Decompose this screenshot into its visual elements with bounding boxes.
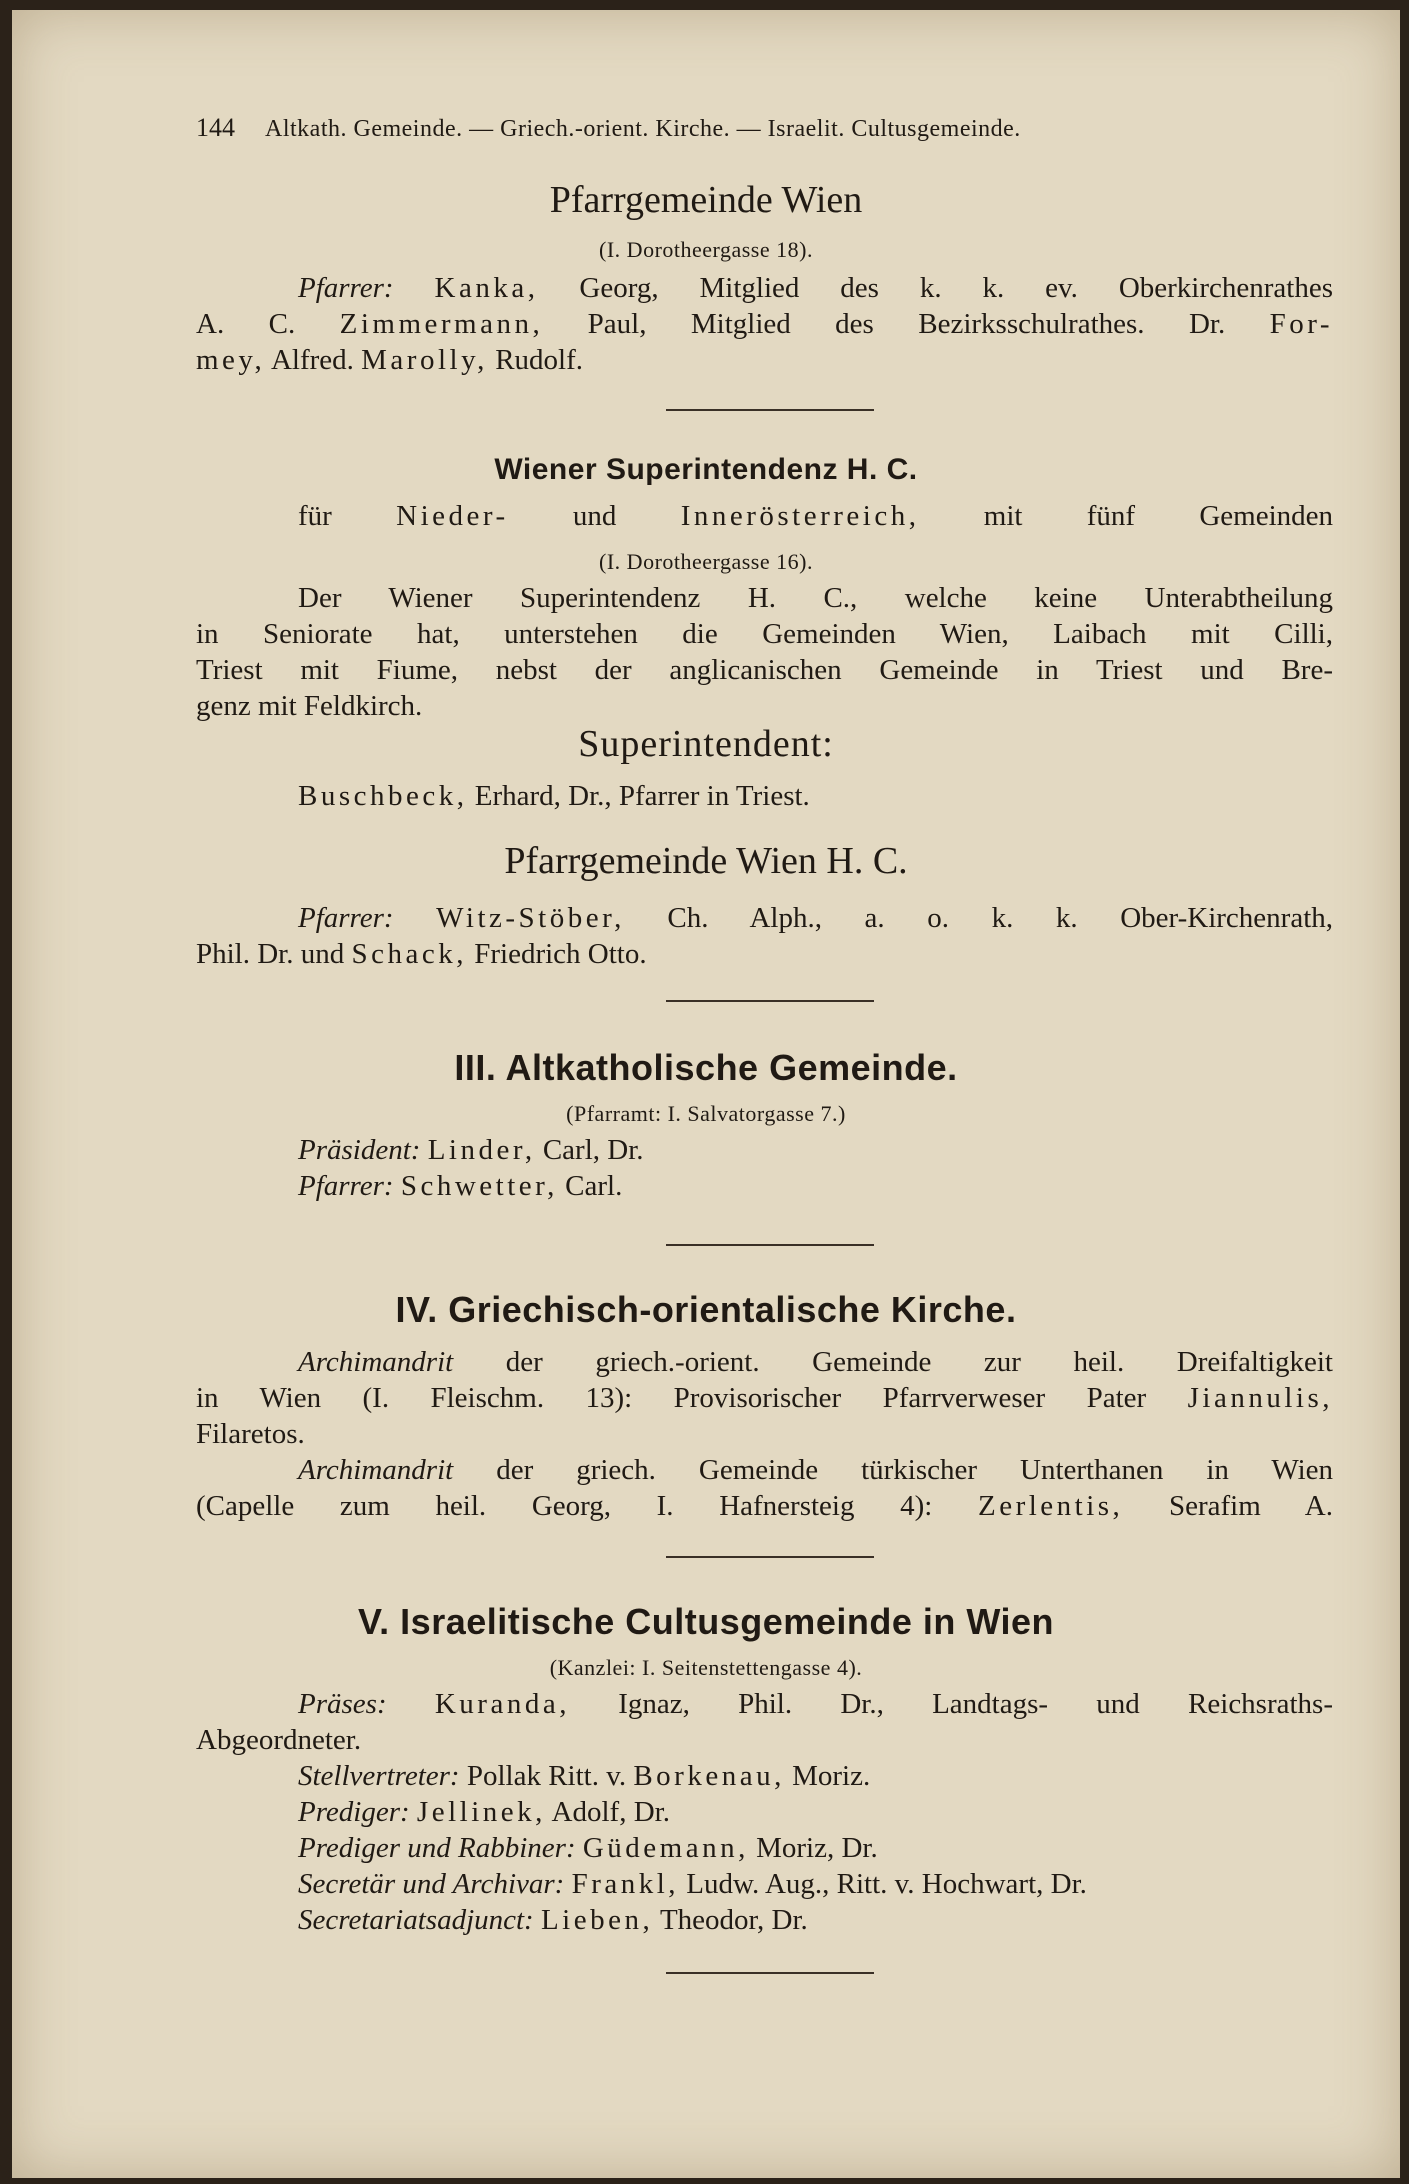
section-title-altkatholisch: III. Altkatholische Gemeinde. — [454, 1047, 958, 1088]
text-span: Carl. — [565, 1170, 623, 1202]
person-name: Jellinek, — [416, 1796, 546, 1828]
text-line — [196, 1488, 1333, 1524]
person-name: Kuranda, — [434, 1688, 570, 1720]
section-title-pfarrgemeinde-hc: Pfarrgemeinde Wien H. C. — [504, 840, 908, 882]
person-name: Marolly, — [361, 344, 488, 376]
text-span: und — [572, 500, 617, 532]
text-span: (Capelle zum heil. Georg, I. Hafnersteig 4): — [196, 1490, 933, 1522]
text-span: Ch. Alph., a. o. k. k. Ober-Kirchenrath, — [667, 902, 1334, 934]
person-name: Buschbeck, — [298, 780, 468, 812]
text-span: Rudolf. — [495, 344, 583, 376]
person-name: Zerlentis, — [977, 1490, 1124, 1522]
text-line — [298, 1902, 1333, 1938]
role-label: Pfarrer: — [298, 272, 394, 304]
text-line — [298, 1344, 1333, 1380]
divider — [666, 1972, 874, 1974]
text-line — [298, 1132, 1333, 1168]
divider — [666, 1556, 874, 1558]
person-name: Frankl, — [571, 1868, 680, 1900]
paragraph-line: in Seniorate hat, unterstehen die Gemeinden Wien, Laibach mit Cilli, — [196, 618, 1333, 650]
address-israelitisch: (Kanzlei: I. Seitenstettengasse 4). — [549, 1655, 863, 1680]
divider — [666, 1244, 874, 1246]
divider — [666, 409, 874, 411]
text-span: Alfred. — [270, 344, 354, 376]
text-span: in Wien (I. Fleischm. 13): Provisorischer Pfarrverweser Pater — [196, 1382, 1147, 1414]
text-line — [196, 306, 1333, 342]
role-label: Archimandrit — [298, 1454, 454, 1486]
text-line: Filaretos. — [196, 1418, 305, 1450]
role-label: Präses: — [298, 1688, 387, 1720]
region-name: Innerösterreich, — [680, 500, 920, 532]
paragraph-line: genz mit Feldkirch. — [196, 690, 423, 722]
text-span: Georg, Mitglied des k. k. ev. Oberkirchenrathes — [579, 272, 1334, 304]
text-line — [298, 1168, 1333, 1204]
text-span: mit fünf Gemeinden — [983, 500, 1334, 532]
text-span: Friedrich Otto. — [474, 938, 647, 970]
section-title-pfarrgemeinde-wien: Pfarrgemeinde Wien — [549, 179, 863, 221]
text-line — [298, 1452, 1333, 1488]
text-span: Theodor, Dr. — [659, 1904, 808, 1936]
person-name: Schwetter, — [400, 1170, 558, 1202]
role-label: Stellvertreter: — [298, 1760, 460, 1792]
running-header — [196, 110, 1333, 147]
role-label: Prediger und Rabbiner: — [298, 1832, 576, 1864]
person-name: Lieben, — [540, 1904, 654, 1936]
section-title-superintendenz: Wiener Superintendenz H. C. — [494, 453, 918, 486]
text-span: Ignaz, Phil. Dr., Landtags- und Reichsraths- — [618, 1688, 1334, 1720]
role-label: Pfarrer: — [298, 1170, 394, 1202]
role-label: Präsident: — [298, 1134, 421, 1166]
text-span: Carl, Dr. — [542, 1134, 644, 1166]
role-label: Secretariatsadjunct: — [298, 1904, 534, 1936]
text-line — [298, 778, 1333, 814]
person-name: mey, — [196, 344, 266, 376]
text-span: Adolf, Dr. — [551, 1796, 670, 1828]
text-line — [298, 900, 1333, 936]
text-span: der griech.-orient. Gemeinde zur heil. Dreifaltigkeit — [505, 1346, 1333, 1378]
paragraph-line: Der Wiener Superintendenz H. C., welche keine Unterabtheilung — [298, 582, 1333, 614]
running-title: Altkath. Gemeinde. — Griech.-orient. Kirche. — Israelit. Cultusgemeinde. — [265, 116, 1021, 142]
text-span: Moriz, Dr. — [756, 1832, 878, 1864]
text-span: Pollak Ritt. v. — [466, 1760, 627, 1792]
text-span: Phil. Dr. und — [196, 938, 345, 970]
text-span: für — [298, 500, 332, 532]
role-label: Pfarrer: — [298, 902, 394, 934]
text-line — [298, 1866, 1333, 1902]
person-name: Witz-Stöber, — [436, 902, 625, 934]
text-line — [196, 936, 1333, 972]
role-label: Secretär und Archivar: — [298, 1868, 565, 1900]
text-span: Paul, Mitglied des Bezirksschulrathes. Dr. — [587, 308, 1226, 340]
text-line — [298, 498, 1333, 534]
person-name: Schack, — [351, 938, 467, 970]
section-title-griechisch: IV. Griechisch-orientalische Kirche. — [395, 1289, 1017, 1330]
text-line — [196, 1380, 1333, 1416]
person-name: For- — [1269, 308, 1333, 340]
section-title-israelitisch: V. Israelitische Cultusgemeinde in Wien — [357, 1601, 1055, 1642]
text-span: Ludw. Aug., Ritt. v. Hochwart, Dr. — [686, 1868, 1087, 1900]
document-page — [12, 10, 1400, 2178]
text-span: Serafim A. — [1168, 1490, 1333, 1522]
role-label: Prediger: — [298, 1796, 410, 1828]
person-name: Güdemann, — [582, 1832, 749, 1864]
text-line — [298, 1830, 1333, 1866]
address-altkatholisch: (Pfarramt: I. Salvatorgasse 7.) — [566, 1101, 846, 1126]
address-superintendenz: (I. Dorotheergasse 16). — [599, 549, 813, 574]
subtitle-superintendent: Superintendent: — [578, 723, 834, 765]
text-line — [196, 342, 1333, 378]
text-line — [298, 270, 1333, 306]
text-line — [298, 1686, 1333, 1722]
text-span: der griech. Gemeinde türkischer Unterthanen in Wien — [496, 1454, 1334, 1486]
role-label: Archimandrit — [298, 1346, 454, 1378]
person-name: Linder, — [427, 1134, 536, 1166]
text-span: Moriz. — [792, 1760, 871, 1792]
person-name: Jiannulis, — [1187, 1382, 1333, 1414]
region-name: Nieder- — [396, 500, 509, 532]
text-line — [298, 1794, 1333, 1830]
paragraph-line: Triest mit Fiume, nebst der anglicanischen Gemeinde in Triest und Bre- — [196, 654, 1333, 686]
text-line — [298, 1758, 1333, 1794]
address-pfarrgemeinde-wien: (I. Dorotheergasse 18). — [599, 237, 813, 262]
text-span: Erhard, Dr., Pfarrer in Triest. — [474, 780, 810, 812]
divider — [666, 1000, 874, 1002]
person-name: Kanka, — [434, 272, 539, 304]
page-number: 144 — [196, 113, 235, 142]
text-line: Abgeordneter. — [196, 1724, 362, 1756]
person-name: Borkenau, — [633, 1760, 785, 1792]
person-name: Zimmermann, — [339, 308, 544, 340]
text-span: A. C. — [196, 308, 296, 340]
